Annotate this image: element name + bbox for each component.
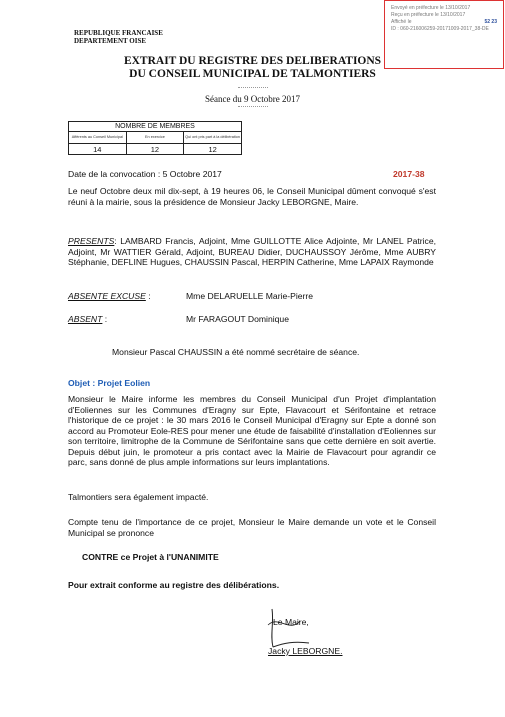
vote-result: CONTRE ce Projet à l'UNANIMITE [82, 552, 219, 562]
membres-col-votants: Qui ont pris part à la délibération [184, 132, 242, 144]
departement-label: DEPARTEMENT OISE [74, 37, 147, 45]
membres-col-exercice: En exercice [126, 132, 184, 144]
extrait-conforme: Pour extrait conforme au registre des délibérations. [68, 580, 280, 590]
header-left [74, 29, 163, 45]
title-line-2: DU CONSEIL MUNICIPAL DE TALMONTIERS [129, 68, 376, 80]
objet-paragraph-3: Compte tenu de l'importance de ce projet, Monsieur le Maire demande un vote et le Conseil Municipal se prononce [68, 517, 436, 538]
title-line-1: EXTRAIT DU REGISTRE DES DELIBERATIONS [123, 55, 382, 67]
title-divider [238, 83, 268, 88]
excuse-name: Mme DELARUELLE Marie-Pierre [186, 291, 314, 301]
membres-value-votants: 12 [184, 144, 242, 155]
presents-label: PRESENTS [68, 236, 115, 246]
stamp-mark: 52 23 [484, 19, 497, 25]
membres-col-afferents: Afférents au Conseil Municipal [69, 132, 127, 144]
membres-value-exercice: 12 [126, 144, 184, 155]
republique-label: REPUBLIQUE FRANCAISE [74, 29, 163, 37]
excuse-separator: : [145, 291, 151, 301]
excuse-label: ABSENTE EXCUSE [68, 291, 146, 301]
membres-title: NOMBRE DE MEMBRES [69, 122, 242, 132]
deliberation-number: 2017-38 [393, 169, 425, 179]
objet-title: Objet : Projet Eolien [68, 378, 151, 388]
membres-table [68, 121, 242, 155]
intro-paragraph: Le neuf Octobre deux mil dix-sept, à 19 heures 06, le Conseil Municipal dûment convoqué s'est réuni à la mairie, sous la présidence de Monsieur Jacky LEBORGNE, Maire. [68, 186, 436, 207]
signature-name: Jacky LEBORGNE. [268, 646, 343, 656]
presents-paragraph [68, 236, 436, 268]
absent-separator: : [102, 314, 108, 324]
membres-value-afferents: 14 [69, 144, 127, 155]
seance-date: Séance du 9 Octobre 2017 [205, 94, 300, 104]
signature-title: Le Maire, [273, 617, 309, 627]
convocation-date: Date de la convocation : 5 Octobre 2017 [68, 169, 222, 179]
absent-label: ABSENT [68, 314, 103, 324]
absent-name: Mr FARAGOUT Dominique [186, 314, 289, 324]
objet-paragraph-2: Talmontiers sera également impacté. [68, 492, 209, 502]
objet-paragraph-1: Monsieur le Maire informe les membres du Conseil Municipal d'un Projet d'implantation d'Eoliennes sur les Communes d'Eragny sur Epte, Flavacourt et Sérifontaine et retrace l'historique de ce projet : le 30 mars 2016 le Conseil Municipal d'Eragny sur Epte a donné son accord au Promoteur Eole-RES pour mener une étude de faisabilité d'installation d'Eoliennes sur son territoire, limitrophe de la Commune de Sérifontaine sans que cette dernière en soit avertie. Depuis début juin, le promoteur a pris contact avec la Mairie de Flavacourt pour agrandir ce parc, sans donné de plus ample informations sur leurs implantations. [68, 394, 436, 467]
seance-divider [238, 102, 268, 107]
secretaire-line: Monsieur Pascal CHAUSSIN a été nommé secrétaire de séance. [112, 347, 360, 357]
stamp-line-affiche: Affiché le [391, 19, 412, 25]
stamp-line-envoye: Envoyé en préfecture le 13/10/2017 [391, 5, 471, 11]
stamp-line-recu: Reçu en préfecture le 13/10/2017 [391, 12, 466, 18]
presents-list: : LAMBARD Francis, Adjoint, Mme GUILLOTTE Alice Adjointe, Mr LANEL Patrice, Adjoint, Mr WATTIER Gérald, Adjoint, BUREAU Didier, DUCHAUSSOY Jérôme, Mme AUBRY Stéphanie, DEFLINE Hugues, CHAUSSIN Pascal, HERPIN Catherine, Mme LAPAIX Raymonde [68, 236, 436, 267]
stamp-line-id: ID : 060-216006259-20171009-2017_38-DE [391, 26, 489, 32]
